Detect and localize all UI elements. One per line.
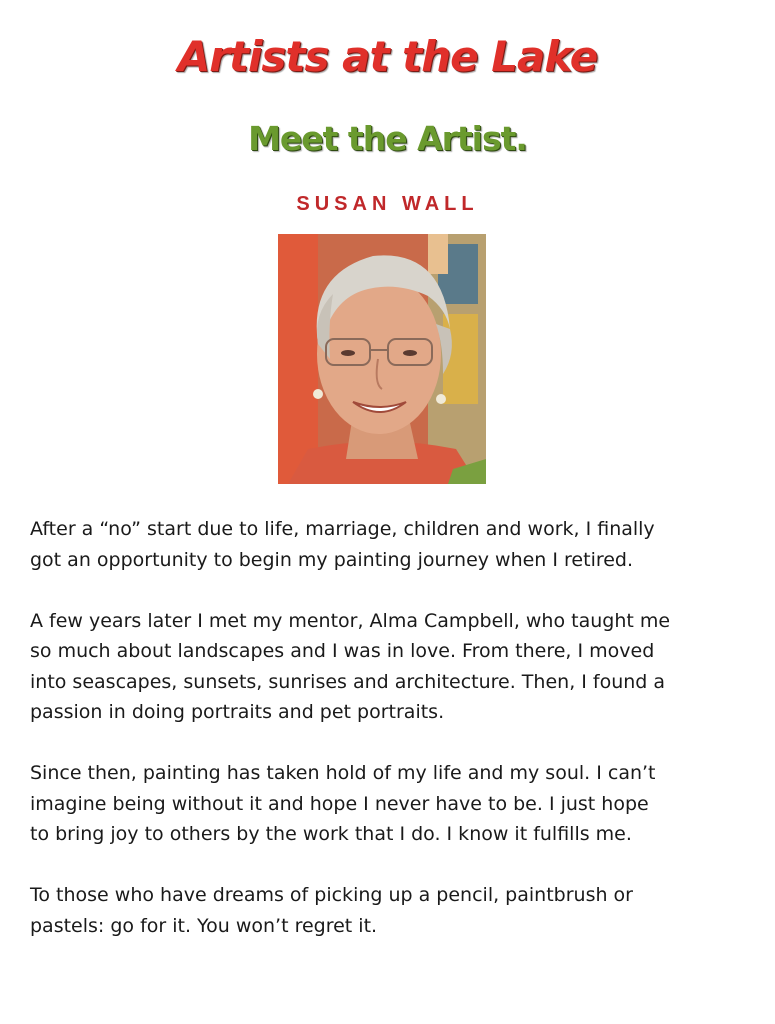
- artist-name: SUSAN WALL: [296, 193, 479, 215]
- page-subtitle: Meet the Artist.: [248, 119, 527, 158]
- artist-biography: [30, 514, 745, 972]
- bio-paragraph: A few years later I met my mentor, Alma Campbell, who taught me so much about landscapes and I was in love. From there, I moved into seascapes, sunsets, sunrises and architecture. Then, I found a passion in doing portraits and pet portraits.: [30, 609, 671, 723]
- portrait-photo-icon: [278, 234, 486, 484]
- page-title: Artists at the Lake: [177, 32, 598, 81]
- bio-paragraph: After a “no” start due to life, marriage, children and work, I finally got an opportunity to begin my painting journey when I retired.: [30, 518, 655, 571]
- artist-portrait: [278, 234, 486, 484]
- bio-paragraph: Since then, painting has taken hold of my life and my soul. I can’t imagine being without it and hope I never have to be. I just hope to bring joy to others by the work that I do. I know it fulfills me.: [30, 762, 656, 845]
- bio-paragraph: To those who have dreams of picking up a pencil, paintbrush or pastels: go for it. You won’t regret it.: [30, 884, 633, 937]
